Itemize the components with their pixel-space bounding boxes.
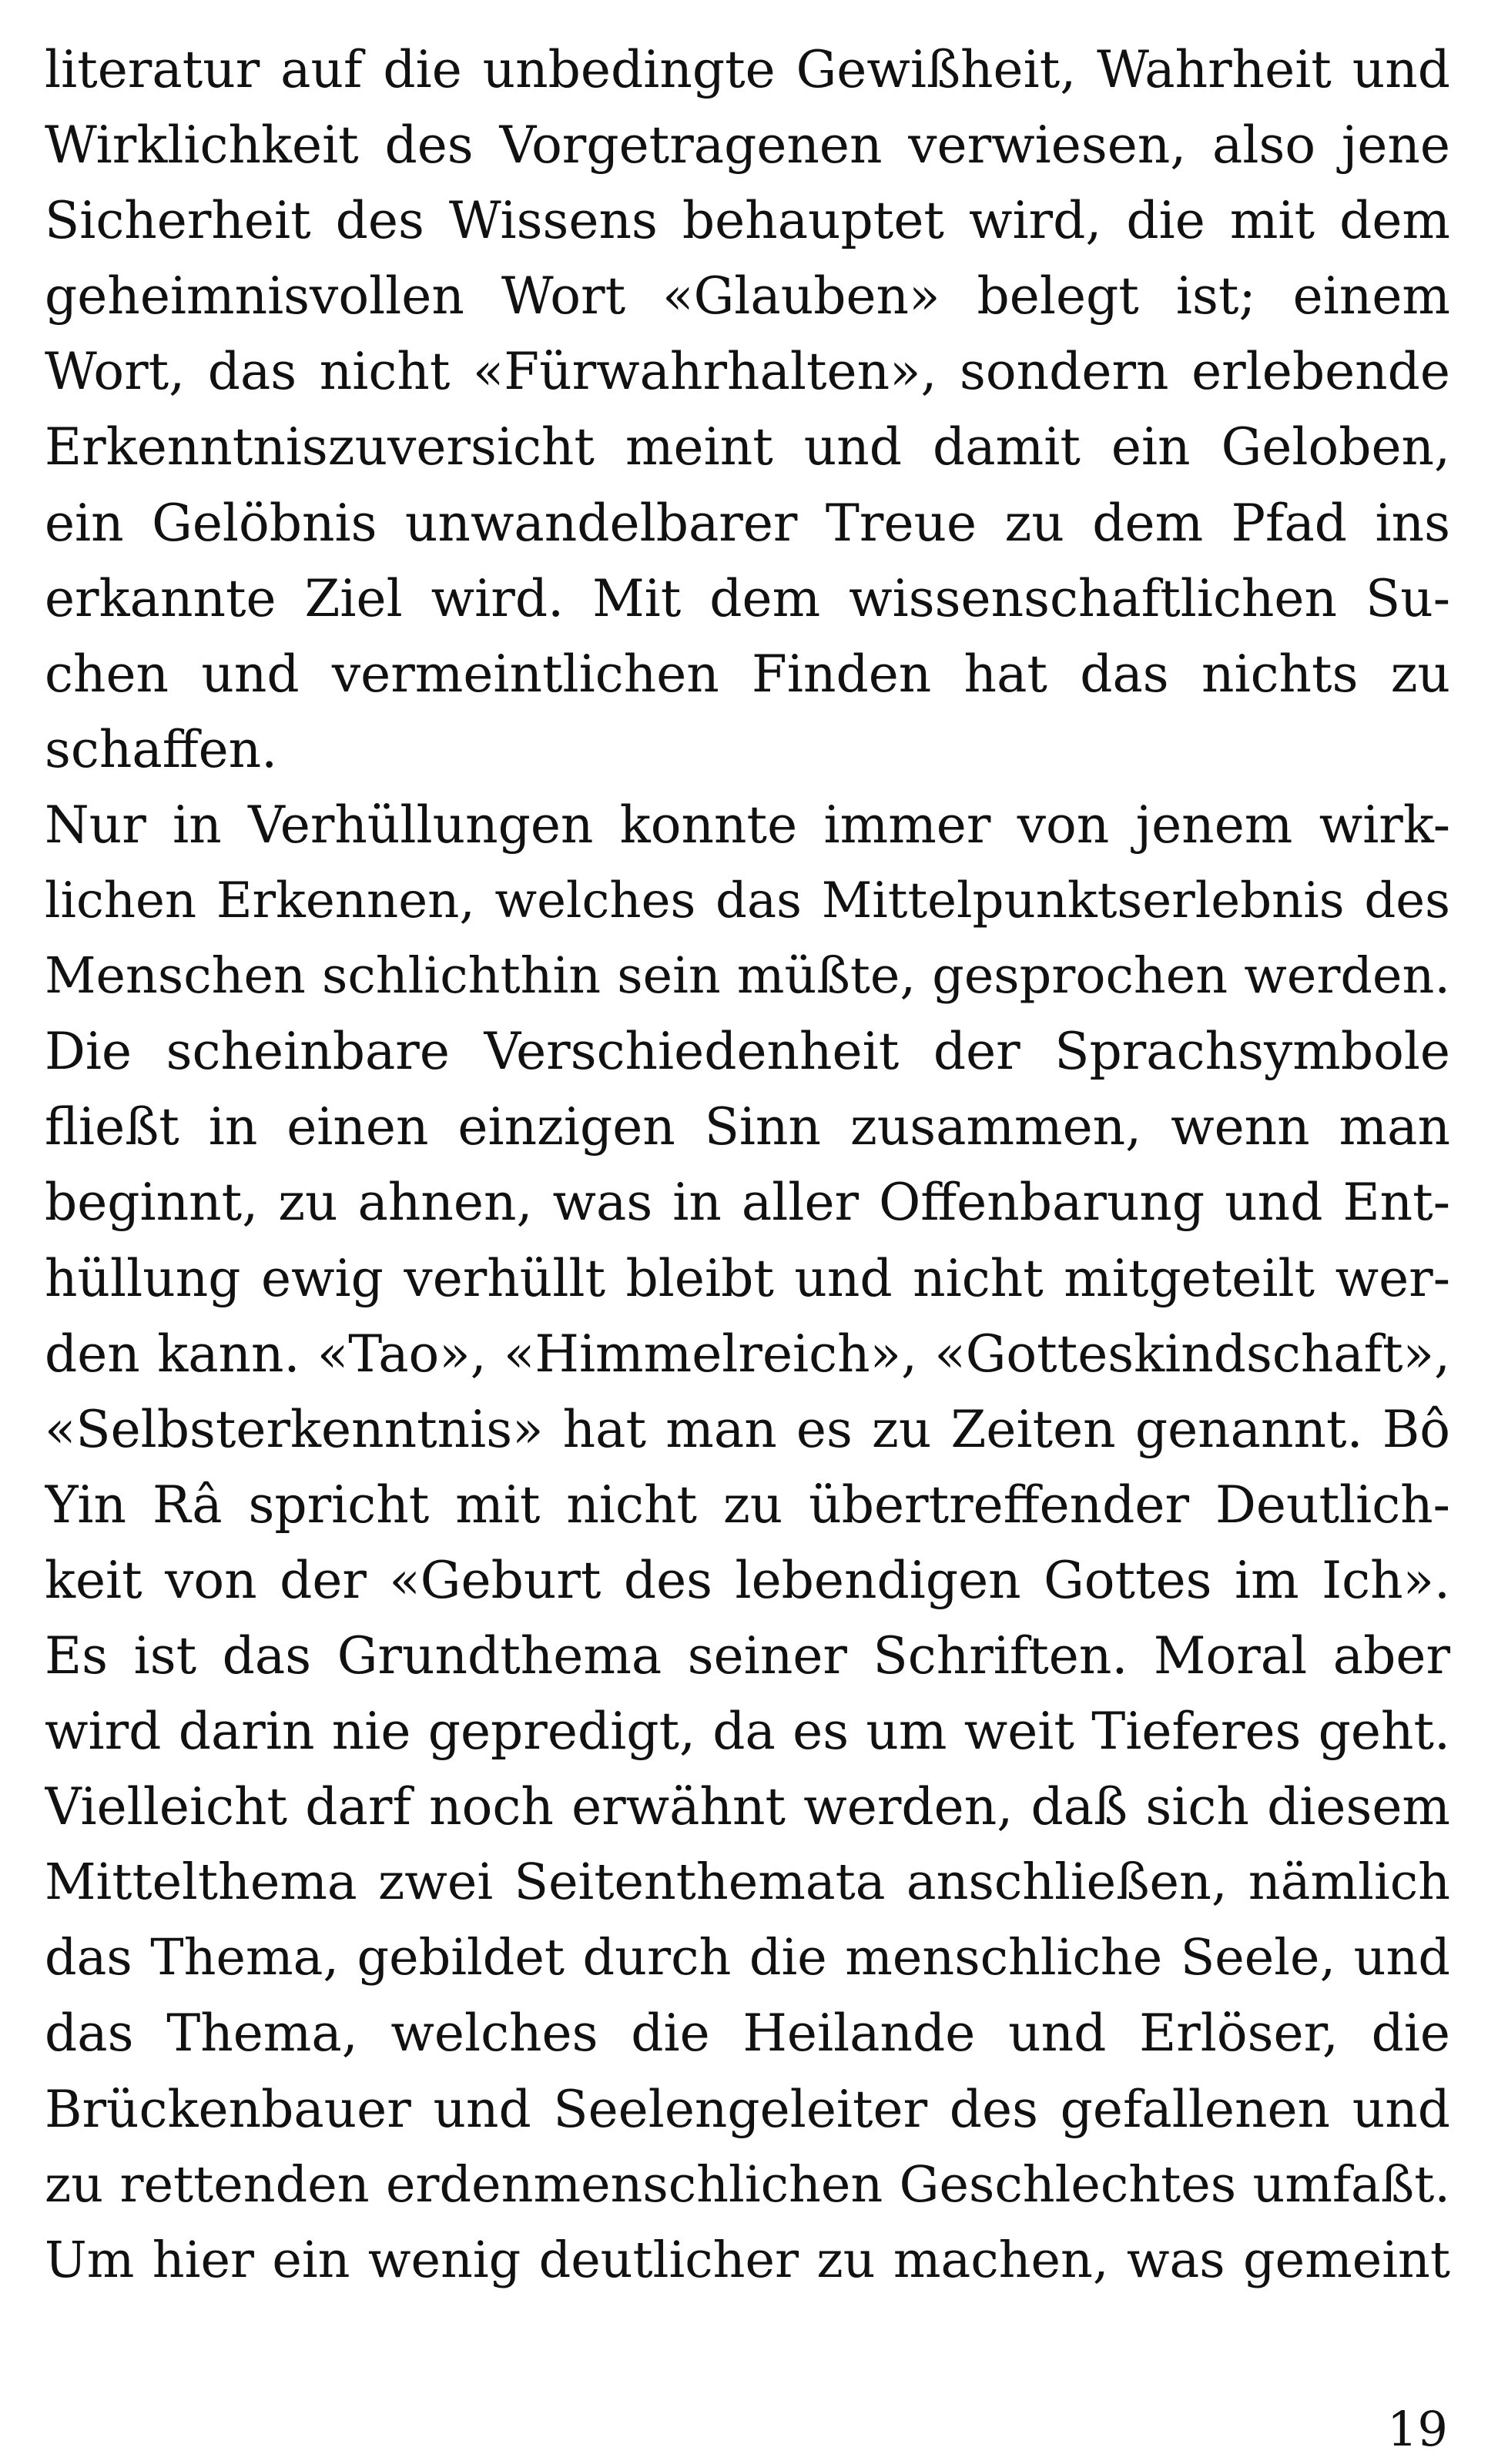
page-number: 19	[1387, 2401, 1448, 2457]
text-line: Vielleicht darf noch erwähnt werden, daß sich diesem	[45, 1777, 1450, 1837]
text-line: Mittelthema zwei Seitenthemata anschließen, nämlich	[45, 1853, 1450, 1912]
text-line: den kann. «Tao», «Himmelreich», «Gotteskindschaft»,	[45, 1324, 1450, 1384]
text-line: erkannte Ziel wird. Mit dem wissenschaftlichen Su-	[45, 568, 1450, 628]
text-line: geheimnisvollen Wort «Glauben» belegt ist; einem	[45, 266, 1450, 326]
text-line: «Selbsterkenntnis» hat man es zu Zeiten genannt. Bô	[45, 1399, 1450, 1459]
text-line: Nur in Verhüllungen konnte immer von jenem wirk-	[45, 795, 1450, 855]
text-line: Es ist das Grundthema seiner Schriften. Moral aber	[45, 1625, 1450, 1686]
text-line: Brückenbauer und Seelengeleiter des gefallenen und	[45, 2079, 1450, 2139]
text-line: lichen Erkennen, welches das Mittelpunktserlebnis des	[45, 872, 1450, 930]
text-line: fließt in einen einzigen Sinn zusammen, wenn man	[45, 1097, 1450, 1157]
text-line: Yin Râ spricht mit nicht zu übertreffender Deutlich-	[45, 1475, 1450, 1535]
body-text	[45, 32, 1450, 2298]
text-line: ein Gelöbnis unwandelbarer Treue zu dem Pfad ins	[45, 493, 1450, 553]
text-line: Um hier ein wenig deutlicher zu machen, was gemeint	[45, 2231, 1450, 2289]
text-line: Wort, das nicht «Fürwahrhalten», sondern erlebende	[45, 342, 1450, 402]
text-line: Die scheinbare Verschiedenheit der Sprachsymbole	[45, 1022, 1450, 1082]
text-line: Menschen schlichthin sein müßte, gesprochen werden.	[45, 947, 1450, 1006]
text-line: literatur auf die unbedingte Gewißheit, Wahrheit und	[45, 40, 1450, 99]
text-line: Sicherheit des Wissens behauptet wird, die mit dem	[45, 191, 1450, 251]
text-line: beginnt, zu ahnen, was in aller Offenbarung und Ent-	[45, 1173, 1450, 1233]
text-line: zu rettenden erdenmenschlichen Geschlechtes umfaßt.	[45, 2155, 1450, 2214]
text-line: schaffen.	[45, 719, 278, 779]
text-line: Wirklichkeit des Vorgetragenen verwiesen, also jene	[45, 116, 1450, 176]
text-line: keit von der «Geburt des lebendigen Gottes im Ich».	[45, 1550, 1450, 1610]
text-line: das Thema, gebildet durch die menschliche Seele, und	[45, 1929, 1450, 1987]
text-line: Erkenntniszuversicht meint und damit ein Geloben,	[45, 417, 1450, 477]
text-line: wird darin nie gepredigt, da es um weit Tieferes geht.	[45, 1702, 1450, 1762]
text-line: chen und vermeintlichen Finden hat das nichts zu	[45, 644, 1450, 704]
text-line: hüllung ewig verhüllt bleibt und nicht mitgeteilt wer-	[45, 1248, 1450, 1308]
text-line: das Thema, welches die Heilande und Erlöser, die	[45, 2004, 1450, 2064]
